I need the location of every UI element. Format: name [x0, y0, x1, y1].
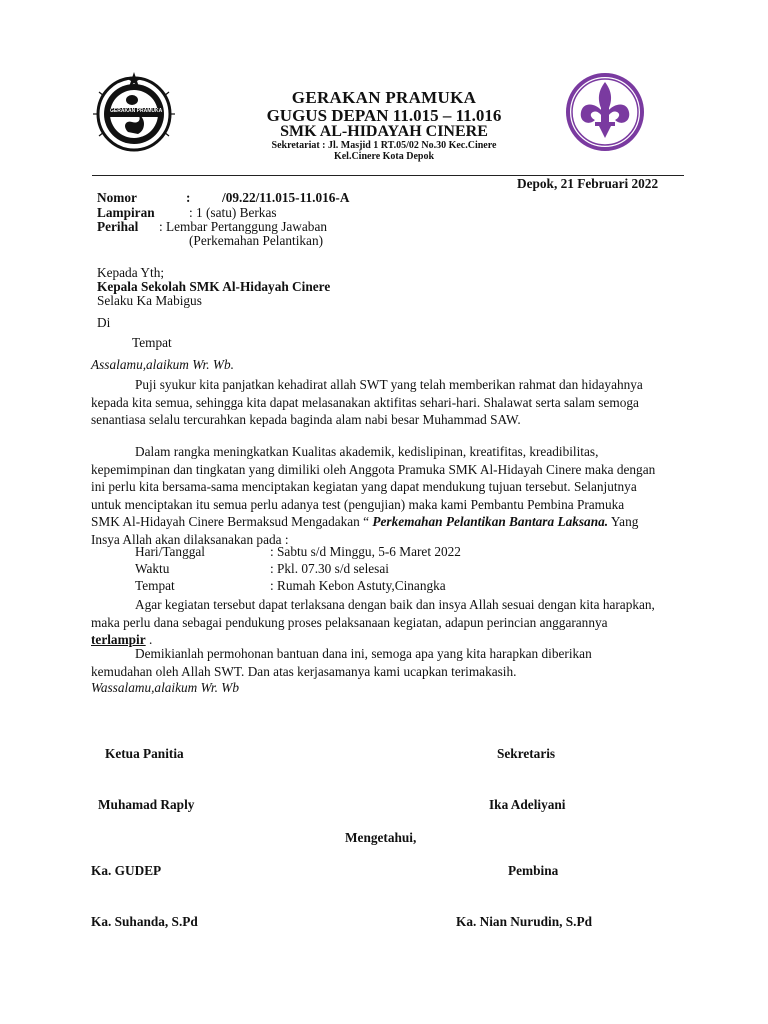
attachment-link: terlampir — [91, 632, 146, 647]
paragraph-4: Demikianlah permohonan bantuan dana ini, semoga apa yang kita harapkan diberikan kemudahan oleh Allah SWT. Dan atas kerjasamanya kami ucapkan terimakasih. — [91, 646, 592, 679]
perihal-label: Perihal — [97, 219, 139, 234]
perihal-value: : Lembar Pertanggung Jawaban — [159, 219, 328, 234]
ketua-name: Muhamad Raply — [98, 797, 195, 812]
ketua-title: Ketua Panitia — [105, 746, 184, 761]
paragraph-2-end: Yang Insya Allah akan dilaksanakan pada : — [91, 514, 639, 547]
mengetahui: Mengetahui, — [345, 830, 417, 845]
recipient-line-5: Tempat — [132, 335, 172, 350]
pembina-title: Pembina — [508, 863, 559, 878]
sekretaris-name: Ika Adeliyani — [489, 797, 566, 812]
schedule-value-place: : Rumah Kebon Astuty,Cinangka — [270, 578, 446, 593]
sekretaris-title: Sekretaris — [497, 746, 556, 761]
event-name: Perkemahan Pelantikan Bantara Laksana. — [369, 514, 609, 529]
paragraph-3-end: . — [145, 632, 153, 647]
paragraph-3-text: Agar kegiatan tersebut dapat terlaksana dengan baik dan insya Allah sesuai dengan kita harapkan, maka perlu dana sebagai pendukung proses pelaksanaan kegiatan, adapun perincian anggarannya — [91, 597, 655, 630]
nomor-value: /09.22/11.015-11.016-A — [222, 190, 350, 205]
logo-left-text: GERAKAN PRAMUKA — [110, 108, 163, 114]
gudep-name: GUGUS DEPAN 11.015 – 11.016 — [266, 106, 502, 125]
school-name: SMK AL-HIDAYAH CINERE — [280, 123, 488, 140]
schedule-value-time: : Pkl. 07.30 s/d selesai — [270, 561, 389, 576]
closing: Wassalamu,alaikum Wr. Wb — [91, 680, 239, 695]
gudep-title: Ka. GUDEP — [91, 863, 162, 878]
recipient-line-2: Kepala Sekolah SMK Al-Hidayah Cinere — [97, 279, 331, 294]
address-line-1: Sekretariat : Jl. Masjid 1 RT.05/02 No.30 Kec.Cinere — [271, 140, 497, 151]
paragraph-1: Puji syukur kita panjatkan kehadirat allah SWT yang telah memberikan rahmat dan hidayahnya kepada kita semua, sehingga kita dapat melasanakan aktifitas sehari-hari. Shalawat serta salam semoga senantiasa selalu tercurahkan kepada baginda alam nabi besar Muhammad SAW. — [91, 377, 643, 427]
perihal-value-2: (Perkemahan Pelantikan) — [189, 233, 324, 248]
schedule-value-date: : Sabtu s/d Minggu, 5-6 Maret 2022 — [270, 544, 461, 559]
greeting: Assalamu,alaikum Wr. Wb. — [91, 357, 234, 372]
schedule-label-date: Hari/Tanggal — [135, 544, 205, 559]
schedule-label-time: Waktu — [135, 561, 170, 576]
schedule-label-place: Tempat — [135, 578, 175, 593]
lampiran-value: : 1 (satu) Berkas — [189, 205, 277, 220]
paragraph-3 — [91, 596, 656, 649]
pembina-name: Ka. Nian Nurudin, S.Pd — [456, 914, 592, 929]
recipient-line-3: Selaku Ka Mabigus — [97, 293, 202, 308]
paragraph-2-text: Dalam rangka meningkatkan Kualitas akademik, kedislipinan, kreatifitas, kreadibilitas, kepemimpinan dan tingkatan yang dimiliki oleh Anggota Pramuka SMK Al-Hidayah Cinere maka dengan ini perlu kita bersama-sama menciptakan kegiatan yang dapat mendukung tujuan tersebut. Selanjutnya untuk menciptakan itu semua perlu adanya test (pengujian) maka kami Pembantu Pembina Pramuka SMK Al-Hidayah Cinere Bermaksud Mengadakan “ — [91, 444, 656, 529]
gudep-name: Ka. Suhanda, S.Pd — [91, 914, 198, 929]
nomor-label: Nomor — [97, 190, 137, 205]
lampiran-label: Lampiran — [97, 205, 155, 220]
recipient-line-1: Kepada Yth; — [97, 265, 165, 280]
nomor-separator: : — [186, 190, 191, 205]
letter-date: Depok, 21 Februari 2022 — [517, 176, 659, 191]
recipient-line-4: Di — [97, 315, 111, 330]
org-name: GERAKAN PRAMUKA — [291, 88, 477, 107]
paragraph-2 — [91, 443, 656, 548]
address-line-2: Kel.Cinere Kota Depok — [333, 151, 435, 162]
